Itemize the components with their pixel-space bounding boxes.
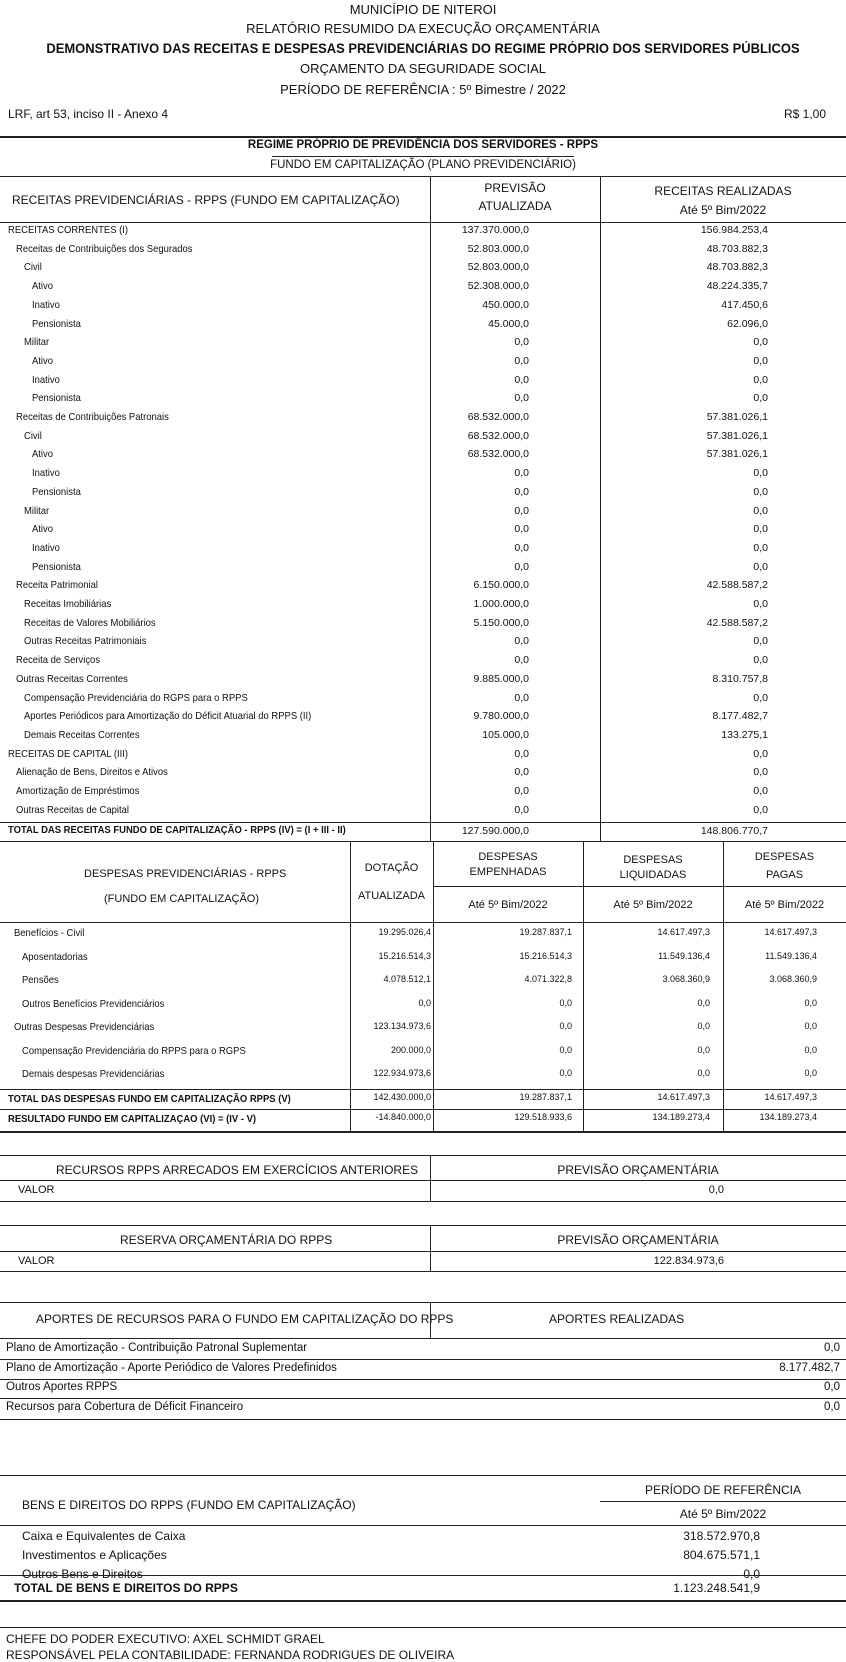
receita-row-previsao: 0,0 [514, 654, 529, 667]
receita-row-previsao: 52.803.000,0 [467, 242, 529, 255]
despesa-row-paga: 0,0 [804, 1021, 817, 1031]
total-despesas-empenhadas: 19.287.837,1 [519, 1092, 572, 1102]
previsao-col-line1: PREVISÃO [484, 181, 546, 195]
header-orcamento: ORÇAMENTO DA SEGURIDADE SOCIAL [299, 61, 547, 76]
receita-row-previsao: 0,0 [514, 541, 529, 554]
despesa-row-empenhada: 15.216.514,3 [519, 950, 572, 961]
despesa-row-empenhada: 19.287.837,1 [519, 927, 572, 937]
receita-row-realizada: 0,0 [753, 336, 768, 349]
previsao-col-line2: ATUALIZADA [478, 199, 552, 213]
receita-row-label: RECEITAS DE CAPITAL (III) [8, 747, 129, 760]
reserva-row-label: VALOR [18, 1255, 55, 1267]
bens-row-label: Investimentos e Aplicações [22, 1548, 167, 1562]
receita-row-previsao: 0,0 [514, 747, 529, 760]
receita-row-realizada: 48.703.882,3 [706, 261, 768, 274]
receita-row-previsao: 52.308.000,0 [467, 280, 529, 293]
recursos-value: 0,0 [708, 1184, 724, 1196]
despesa-row-liquidada: 14.617.497,3 [657, 927, 710, 937]
receita-row-previsao: 45.000,0 [488, 317, 529, 330]
total-despesas-pagas: 14.617.497,3 [764, 1092, 817, 1102]
receita-row-label: Receitas de Contribuições dos Segurados [16, 242, 193, 255]
receita-row-realizada: 0,0 [753, 598, 768, 610]
pagas-col-line2: PAGAS [765, 869, 804, 881]
empenhadas-col-period: Até 5º Bim/2022 [468, 899, 548, 911]
resultado-label: RESULTADO FUNDO EM CAPITALIZAÇAO (VI) = (IV - V) [8, 1113, 257, 1125]
liquidadas-col-line2: LIQUIDADAS [619, 869, 687, 881]
receita-row-label: Ativo [32, 448, 54, 461]
aporte-row-label: Recursos para Cobertura de Déficit Financeiro [6, 1400, 244, 1413]
fundo-capitalizacao-subtitle: FUNDO EM CAPITALIZAÇÃO (PLANO PREVIDENCIÁRIO) [270, 159, 576, 171]
liquidadas-col-line1: DESPESAS [623, 854, 683, 866]
header-periodo: PERÍODO DE REFERÊNCIA : 5º Bimestre / 2022 [280, 82, 566, 97]
total-receitas-label: TOTAL DAS RECEITAS FUNDO DE CAPITALIZAÇÃO - RPPS (IV) = (I + III - II) [8, 824, 346, 836]
receita-row-realizada: 0,0 [753, 373, 768, 386]
bens-total-label: TOTAL DE BENS E DIREITOS DO RPPS [14, 1581, 238, 1595]
bens-total-value: 1.123.248.541,9 [673, 1581, 760, 1595]
bens-col-line2: Até 5º Bim/2022 [679, 1507, 767, 1521]
bens-row-value: 0,0 [743, 1567, 760, 1581]
receita-row-realizada: 57.381.026,1 [706, 429, 768, 442]
receita-row-label: Alienação de Bens, Direitos e Ativos [16, 766, 168, 779]
receita-row-realizada: 417.450,6 [721, 298, 768, 311]
total-despesas-dotacao: 142.430.000,0 [373, 1092, 431, 1102]
receita-row-realizada: 57.381.026,1 [706, 448, 768, 461]
despesa-row-liquidada: 3.068.360,9 [662, 974, 710, 984]
recursos-row-label: VALOR [18, 1184, 55, 1196]
receita-row-realizada: 0,0 [753, 785, 768, 797]
header-relatorio: RELATÓRIO RESUMIDO DA EXECUÇÃO ORÇAMENTÁRIA [246, 21, 600, 36]
receita-row-realizada: 133.275,1 [721, 728, 768, 741]
receita-row-realizada: 8.177.482,7 [712, 710, 768, 723]
despesa-row-label: Outros Benefícios Previdenciários [22, 997, 165, 1010]
receita-row-previsao: 450.000,0 [482, 298, 529, 311]
divider [0, 1359, 846, 1360]
despesa-row-dotacao: 4.078.512,1 [383, 974, 431, 984]
despesa-row-paga: 14.617.497,3 [764, 927, 817, 937]
despesa-row-label: Pensões [22, 974, 59, 986]
aporte-row-value: 0,0 [824, 1342, 840, 1354]
receita-row-previsao: 0,0 [514, 691, 529, 704]
bens-row-value: 804.675.571,1 [683, 1548, 760, 1562]
receita-row-label: Ativo [32, 280, 54, 293]
receita-row-realizada: 0,0 [753, 354, 768, 367]
receita-row-label: Pensionista [32, 392, 81, 405]
receita-row-previsao: 9.780.000,0 [473, 710, 529, 723]
empenhadas-col-line1: DESPESAS [478, 851, 538, 863]
despesa-row-liquidada: 0,0 [697, 997, 710, 1008]
receita-row-realizada: 0,0 [753, 504, 768, 517]
receita-row-label: Pensionista [32, 560, 81, 573]
receita-row-previsao: 0,0 [514, 354, 529, 367]
receita-row-previsao: 6.150.000,0 [473, 579, 529, 592]
receita-row-realizada: 0,0 [753, 541, 768, 554]
receita-row-label: Amortização de Empréstimos [16, 785, 140, 797]
receita-row-realizada: 0,0 [753, 485, 768, 498]
receita-row-previsao: 0,0 [514, 560, 529, 573]
empenhadas-col-line2: EMPENHADAS [469, 866, 547, 878]
aporte-row-label: Plano de Amortização - Contribuição Patronal Suplementar [6, 1342, 308, 1354]
receita-row-label: Demais Receitas Correntes [24, 728, 140, 741]
receita-row-realizada: 0,0 [753, 691, 768, 704]
receita-row-label: Outras Receitas Correntes [16, 672, 128, 685]
despesa-row-empenhada: 0,0 [559, 997, 572, 1008]
receita-row-label: Aportes Periódicos para Amortização do Déficit Atuarial do RPPS (II) [24, 710, 312, 723]
despesa-row-paga: 0,0 [804, 1068, 817, 1078]
receita-row-previsao: 68.532.000,0 [467, 448, 529, 461]
despesas-col-label-2: (FUNDO EM CAPITALIZAÇÃO) [104, 893, 260, 905]
receita-row-label: Civil [24, 261, 42, 274]
liquidadas-col-period: Até 5º Bim/2022 [613, 899, 693, 911]
aporte-row-label: Plano de Amortização - Aporte Periódico de Valores Predefinidos [6, 1361, 337, 1374]
divider [0, 1398, 846, 1399]
receita-row-label: Receitas de Contribuições Patronais [16, 411, 169, 423]
total-receitas-previsao: 127.590.000,0 [461, 825, 529, 837]
receita-row-previsao: 0,0 [514, 523, 529, 536]
receita-row-previsao: 0,0 [514, 785, 529, 797]
despesa-row-paga: 11.549.136,4 [765, 950, 817, 961]
receita-row-label: Militar [24, 504, 50, 517]
realizadas-col-line1: RECEITAS REALIZADAS [654, 184, 792, 198]
rpps-regime-title: REGIME PRÓPRIO DE PREVIDÊNCIA DOS SERVIDORES - RPPS [247, 139, 599, 151]
resultado-empenhadas: 129.518.933,6 [514, 1112, 572, 1122]
receita-row-label: Militar [24, 336, 50, 349]
receita-row-label: Civil [24, 429, 42, 442]
aportes-col: APORTES REALIZADAS [549, 1312, 685, 1326]
resultado-dotacao: -14.840.000,0 [375, 1112, 431, 1122]
lrf-reference: LRF, art 53, inciso II - Anexo 4 [8, 107, 169, 121]
dotacao-col-line2: ATUALIZADA [357, 890, 426, 902]
despesa-row-empenhada: 0,0 [559, 1021, 572, 1031]
receita-row-realizada: 0,0 [753, 654, 768, 667]
despesa-row-dotacao: 15.216.514,3 [378, 950, 431, 961]
receita-row-previsao: 0,0 [514, 766, 529, 779]
total-receitas-realizadas: 148.806.770,7 [700, 825, 768, 837]
receita-row-label: Outras Receitas de Capital [16, 803, 129, 816]
recursos-col: PREVISÃO ORÇAMENTÁRIA [557, 1163, 719, 1177]
receita-row-previsao: 137.370.000,0 [461, 224, 529, 236]
receita-row-label: Outras Receitas Patrimoniais [24, 635, 147, 648]
receita-row-previsao: 0,0 [514, 803, 529, 816]
receita-row-previsao: 0,0 [514, 635, 529, 648]
despesa-row-liquidada: 0,0 [697, 1021, 710, 1031]
aporte-row-value: 0,0 [824, 1400, 840, 1413]
bens-col-line1: PERÍODO DE REFERÊNCIA [644, 1483, 802, 1497]
pagas-col-period: Até 5º Bim/2022 [744, 899, 825, 911]
despesa-row-label: Aposentadorias [22, 950, 88, 963]
receita-row-realizada: 0,0 [753, 560, 768, 573]
reserva-col: PREVISÃO ORÇAMENTÁRIA [557, 1233, 719, 1247]
receita-row-realizada: 42.588.587,2 [706, 616, 768, 629]
receita-row-realizada: 0,0 [753, 467, 768, 480]
header-municipio: MUNICÍPIO DE NITEROI [349, 2, 497, 17]
despesa-row-label: Compensação Previdenciária do RPPS para o RGPS [22, 1044, 246, 1057]
receita-row-label: Pensionista [32, 317, 81, 330]
despesa-row-liquidada: 11.549.136,4 [658, 950, 710, 961]
receita-row-previsao: 0,0 [514, 373, 529, 386]
receita-row-previsao: 0,0 [514, 336, 529, 349]
despesa-row-label: Outras Despesas Previdenciárias [14, 1021, 155, 1033]
receita-row-label: RECEITAS CORRENTES (I) [8, 224, 129, 236]
receita-row-label: Ativo [32, 523, 54, 536]
receita-row-label: Inativo [32, 541, 60, 554]
despesa-row-paga: 0,0 [804, 997, 817, 1008]
receita-row-realizada: 156.984.253,4 [700, 224, 768, 236]
receita-row-label: Pensionista [32, 485, 81, 498]
receita-row-previsao: 0,0 [514, 467, 529, 480]
receita-row-label: Receitas de Valores Mobiliários [24, 616, 156, 629]
despesa-row-dotacao: 122.934.973,6 [373, 1068, 431, 1078]
receita-row-realizada: 48.224.335,7 [706, 280, 768, 293]
despesa-row-empenhada: 0,0 [559, 1044, 572, 1055]
despesa-row-liquidada: 0,0 [697, 1068, 710, 1078]
receita-row-label: Receita Patrimonial [16, 579, 98, 592]
resultado-pagas: 134.189.273,4 [759, 1112, 817, 1122]
currency-unit: R$ 1,00 [783, 107, 826, 121]
bens-title: BENS E DIREITOS DO RPPS (FUNDO EM CAPITALIZAÇÃO) [22, 1498, 356, 1512]
divider [600, 222, 601, 822]
despesa-row-label: Benefícios - Civil [14, 927, 85, 939]
bens-row-label: Outros Bens e Direitos [22, 1567, 143, 1581]
despesa-row-paga: 3.068.360,9 [769, 974, 817, 984]
receita-row-previsao: 9.885.000,0 [473, 672, 529, 685]
divider [430, 222, 431, 822]
receita-row-previsao: 105.000,0 [482, 728, 529, 741]
receita-row-realizada: 0,0 [753, 747, 768, 760]
bens-row-value: 318.572.970,8 [683, 1529, 760, 1543]
receita-row-label: Receitas Imobiliárias [24, 598, 112, 610]
realizadas-col-line2: Até 5º Bim/2022 [679, 203, 767, 217]
despesa-row-empenhada: 0,0 [559, 1068, 572, 1078]
dotacao-col-line1: DOTAÇÃO [364, 862, 419, 874]
receita-row-previsao: 0,0 [514, 504, 529, 517]
resultado-liquidadas: 134.189.273,4 [652, 1112, 710, 1122]
despesas-col-label-1: DESPESAS PREVIDENCIÁRIAS - RPPS [84, 868, 287, 880]
despesa-row-dotacao: 0,0 [418, 997, 431, 1008]
despesa-row-label: Demais despesas Previdenciárias [22, 1068, 165, 1080]
footer-responsavel: RESPONSÁVEL PELA CONTABILIDADE: FERNANDA RODRIGUES DE OLIVEIRA [6, 1648, 455, 1662]
receita-row-label: Inativo [32, 373, 60, 386]
despesa-row-dotacao: 19.295.026,4 [378, 927, 431, 937]
recursos-title: RECURSOS RPPS ARRECADOS EM EXERCÍCIOS ANTERIORES [56, 1163, 419, 1177]
receita-row-realizada: 0,0 [753, 803, 768, 816]
header-demonstrativo: DEMONSTRATIVO DAS RECEITAS E DESPESAS PREVIDENCIÁRIAS DO REGIME PRÓPRIO DOS SERVIDORES PÚBLICOS [46, 41, 800, 56]
aporte-row-label: Outros Aportes RPPS [6, 1381, 118, 1393]
despesa-row-empenhada: 4.071.322,8 [524, 974, 572, 984]
bens-row-label: Caixa e Equivalentes de Caixa [22, 1529, 186, 1543]
receitas-col-label: RECEITAS PREVIDENCIÁRIAS - RPPS (FUNDO EM CAPITALIZAÇÃO) [12, 193, 400, 207]
receita-row-previsao: 68.532.000,0 [467, 411, 529, 423]
receita-row-previsao: 5.150.000,0 [473, 616, 529, 629]
receita-row-label: Inativo [32, 298, 60, 311]
receita-row-label: Inativo [32, 467, 60, 480]
receita-row-previsao: 1.000.000,0 [473, 598, 529, 610]
reserva-title: RESERVA ORÇAMENTÁRIA DO RPPS [120, 1233, 333, 1247]
receita-row-label: Compensação Previdenciária do RGPS para o RPPS [24, 691, 248, 704]
receita-row-realizada: 0,0 [753, 392, 768, 405]
pagas-col-line1: DESPESAS [754, 851, 815, 863]
receita-row-realizada: 42.588.587,2 [706, 579, 768, 592]
receita-row-realizada: 8.310.757,8 [712, 672, 768, 685]
receita-row-realizada: 0,0 [753, 635, 768, 648]
despesa-row-dotacao: 123.134.973,6 [373, 1021, 431, 1031]
total-despesas-label: TOTAL DAS DESPESAS FUNDO EM CAPITALIZAÇÃO RPPS (V) [8, 1093, 291, 1105]
receita-row-realizada: 0,0 [753, 523, 768, 536]
receita-row-previsao: 52.803.000,0 [467, 261, 529, 274]
despesa-row-dotacao: 200.000,0 [390, 1044, 431, 1055]
divider [0, 1379, 846, 1380]
reserva-value: 122.834.973,6 [653, 1255, 724, 1267]
despesa-row-liquidada: 0,0 [697, 1044, 710, 1055]
receita-row-previsao: 68.532.000,0 [467, 429, 529, 442]
aportes-title: APORTES DE RECURSOS PARA O FUNDO EM CAPITALIZAÇÃO DO RPPS [36, 1312, 454, 1326]
aporte-row-value: 8.177.482,7 [779, 1361, 840, 1374]
receita-row-label: Receita de Serviços [16, 654, 101, 667]
receita-row-realizada: 57.381.026,1 [706, 411, 768, 423]
total-despesas-liquidadas: 14.617.497,3 [657, 1092, 710, 1102]
aporte-row-value: 0,0 [824, 1381, 840, 1393]
receita-row-realizada: 0,0 [753, 766, 768, 779]
footer-chefe: CHEFE DO PODER EXECUTIVO: AXEL SCHMIDT GRAEL [6, 1632, 325, 1646]
receita-row-realizada: 48.703.882,3 [706, 242, 768, 255]
receita-row-previsao: 0,0 [514, 485, 529, 498]
despesa-row-paga: 0,0 [804, 1044, 817, 1055]
receita-row-realizada: 62.096,0 [727, 317, 768, 330]
receita-row-previsao: 0,0 [514, 392, 529, 405]
receita-row-label: Ativo [32, 354, 54, 367]
